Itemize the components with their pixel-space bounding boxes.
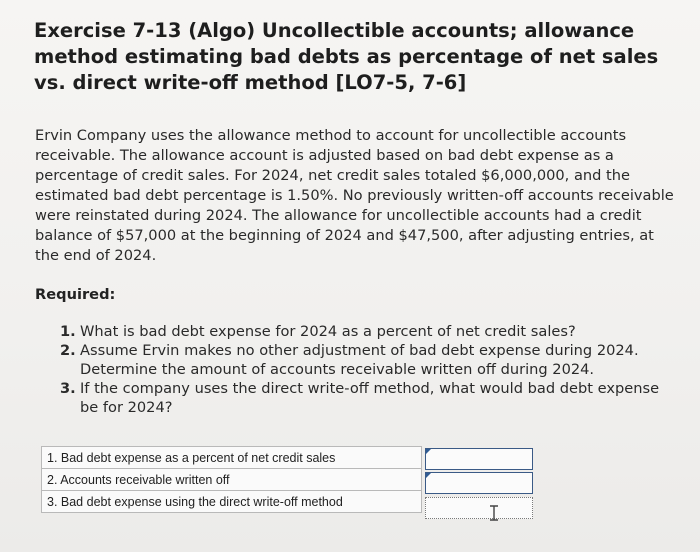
requirement-text: If the company uses the direct write-off method, what would bad debt expense be for 2024? xyxy=(80,380,660,416)
answer-label-1: 1. Bad debt expense as a percent of net credit sales xyxy=(42,447,422,469)
answer-row-3 xyxy=(42,491,422,513)
requirement-number: 3. xyxy=(60,380,76,397)
requirement-item-1 xyxy=(60,322,680,341)
input-corner-marker-icon xyxy=(426,473,431,478)
requirement-item-3 xyxy=(60,379,680,417)
problem-paragraph: Ervin Company uses the allowance method to account for uncollectible accounts receivable. The allowance account is adjusted based on bad debt expense as a percentage of credit sales. For 2024, net credit sales totaled $6,000,000, and the estimated bad debt percentage is 1.50%. No previously written-off accounts receivable were reinstated during 2024. The allowance for uncollectible accounts had a credit balance of $57,000 at the beginning of 2024 and $47,500, after adjusting entries, at the end of 2024. xyxy=(35,127,674,264)
required-heading: Required: xyxy=(35,286,116,303)
direct-writeoff-expense-input[interactable] xyxy=(425,497,533,519)
requirement-number: 2. xyxy=(60,342,76,359)
answer-table xyxy=(41,446,422,513)
input-corner-marker-icon xyxy=(426,449,431,454)
answer-row-1 xyxy=(42,447,422,469)
answer-row-2 xyxy=(42,469,422,491)
answer-label-2: 2. Accounts receivable written off xyxy=(42,469,422,491)
requirement-number: 1. xyxy=(60,323,76,340)
requirements-list xyxy=(60,322,680,417)
requirement-item-2 xyxy=(60,341,680,379)
requirement-text: What is bad debt expense for 2024 as a percent of net credit sales? xyxy=(80,323,576,340)
exercise-title: Exercise 7-13 (Algo) Uncollectible accounts; allowance method estimating bad debts as percentage of net sales vs. direct write-off method [LO7-5, 7-6] xyxy=(34,19,659,94)
bad-debt-percent-input[interactable] xyxy=(425,448,533,470)
answer-label-3: 3. Bad debt expense using the direct write-off method xyxy=(42,491,422,513)
text-cursor-icon xyxy=(489,505,499,521)
requirement-text: Assume Ervin makes no other adjustment of bad debt expense during 2024. Determine the amount of accounts receivable written off during 2024. xyxy=(80,342,639,378)
accounts-written-off-input[interactable] xyxy=(425,472,533,494)
